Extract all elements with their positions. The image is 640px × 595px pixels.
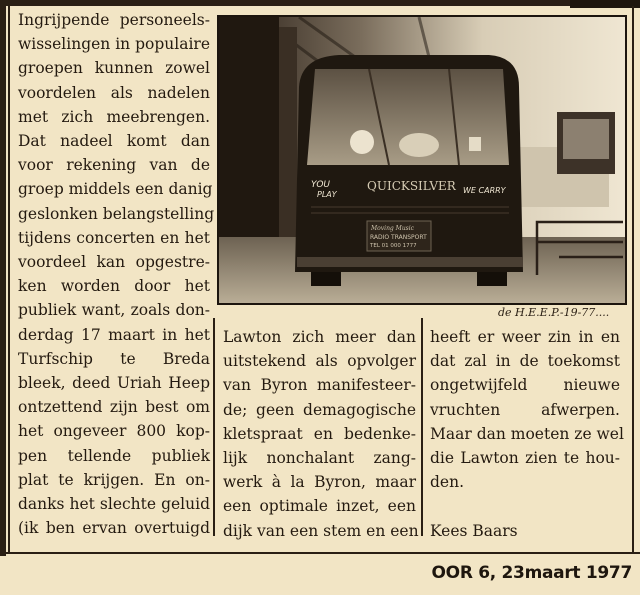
text-line: geslonken belangstelling — [18, 204, 215, 223]
text-line: Maar dan moeten ze wel — [430, 424, 624, 443]
text-line: plat te krijgen. En on- — [18, 470, 210, 489]
text-line: vruchten afwerpen. — [430, 400, 620, 419]
text-line: die Lawton zien te hou- — [430, 449, 620, 468]
text-line: tijdens concerten en het — [18, 228, 210, 247]
text-line: groepen kunnen zowel — [18, 59, 210, 78]
text-line: bleek, deed Uriah Heep — [18, 374, 210, 393]
text-line: van Byron manifesteer- — [223, 376, 416, 395]
text-line: dijk van een stem en een — [223, 521, 419, 540]
article-column-2 — [223, 325, 419, 543]
column-divider-1 — [213, 318, 215, 536]
text-line: dat zal in de toekomst — [430, 352, 620, 371]
text-line: voor rekening van de — [18, 156, 210, 175]
text-line: voordeel kan opgestre- — [18, 253, 210, 272]
text-line: publiek want, zoals don- — [18, 301, 210, 320]
text-line: voordelen als nadelen — [18, 83, 210, 102]
text-line: danks het slechte geluid — [18, 495, 210, 514]
article-column-3 — [430, 325, 624, 543]
text-line: Ingrijpende personeels- — [18, 11, 210, 29]
text-line: Dat nadeel komt dan — [18, 132, 210, 151]
author-signature: Kees Baars — [430, 521, 518, 540]
column-divider-2 — [421, 318, 423, 536]
text-line: met zich meebrengen. — [18, 107, 210, 126]
bus-logo-you: YOU — [311, 180, 331, 190]
bus-logo-play: PLAY — [317, 190, 337, 199]
article-column-1 — [18, 8, 215, 540]
text-line: pen tellende publiek — [18, 446, 210, 465]
text-line: werk à la Byron, maar — [223, 473, 416, 492]
text-line: ken worden door het — [18, 277, 210, 296]
bus-photo — [217, 15, 627, 305]
text-line: ongetwijfeld nieuwe — [430, 376, 620, 395]
text-line: een optimale inzet, een — [223, 497, 416, 516]
bus-logo-we-carry: WE CARRY — [463, 186, 506, 195]
text-line: de; geen demagogische — [223, 400, 416, 419]
bottom-border — [0, 552, 640, 554]
text-line: wisselingen in populaire — [18, 35, 210, 54]
text-line: ontzettend zijn best om — [18, 398, 210, 417]
text-line: het ongeveer 800 kop- — [18, 422, 210, 441]
bus-photo-image — [219, 17, 625, 303]
plate-line-1: Moving Music — [371, 225, 415, 232]
text-line: lijk nonchalant zang- — [223, 449, 416, 468]
bus-logo-quicksilver: QUICKSILVER — [367, 179, 456, 193]
left-border — [0, 6, 6, 556]
text-line: (ik ben ervan overtuigd — [18, 519, 210, 538]
photo-caption: de H.E.E.P.-19-77.... — [498, 306, 610, 319]
text-line: Turfschip te Breda — [18, 349, 210, 368]
text-line: den. — [430, 473, 465, 492]
text-line: kletspraat en bedenke- — [223, 424, 416, 443]
plate-line-3: TEL 01 000 1777 — [370, 243, 417, 249]
text-line: heeft er weer zin in en — [430, 328, 620, 346]
publication-footer: OOR 6, 23maart 1977 — [431, 563, 632, 583]
plate-line-2: RADIO TRANSPORT — [370, 234, 427, 241]
text-line: uitstekend als opvolger — [223, 352, 416, 371]
text-line-spacer — [430, 494, 620, 518]
text-line: Lawton zich meer dan — [223, 328, 416, 346]
text-line: derdag 17 maart in het — [18, 325, 210, 344]
text-line: groep middels een danig — [18, 180, 213, 199]
